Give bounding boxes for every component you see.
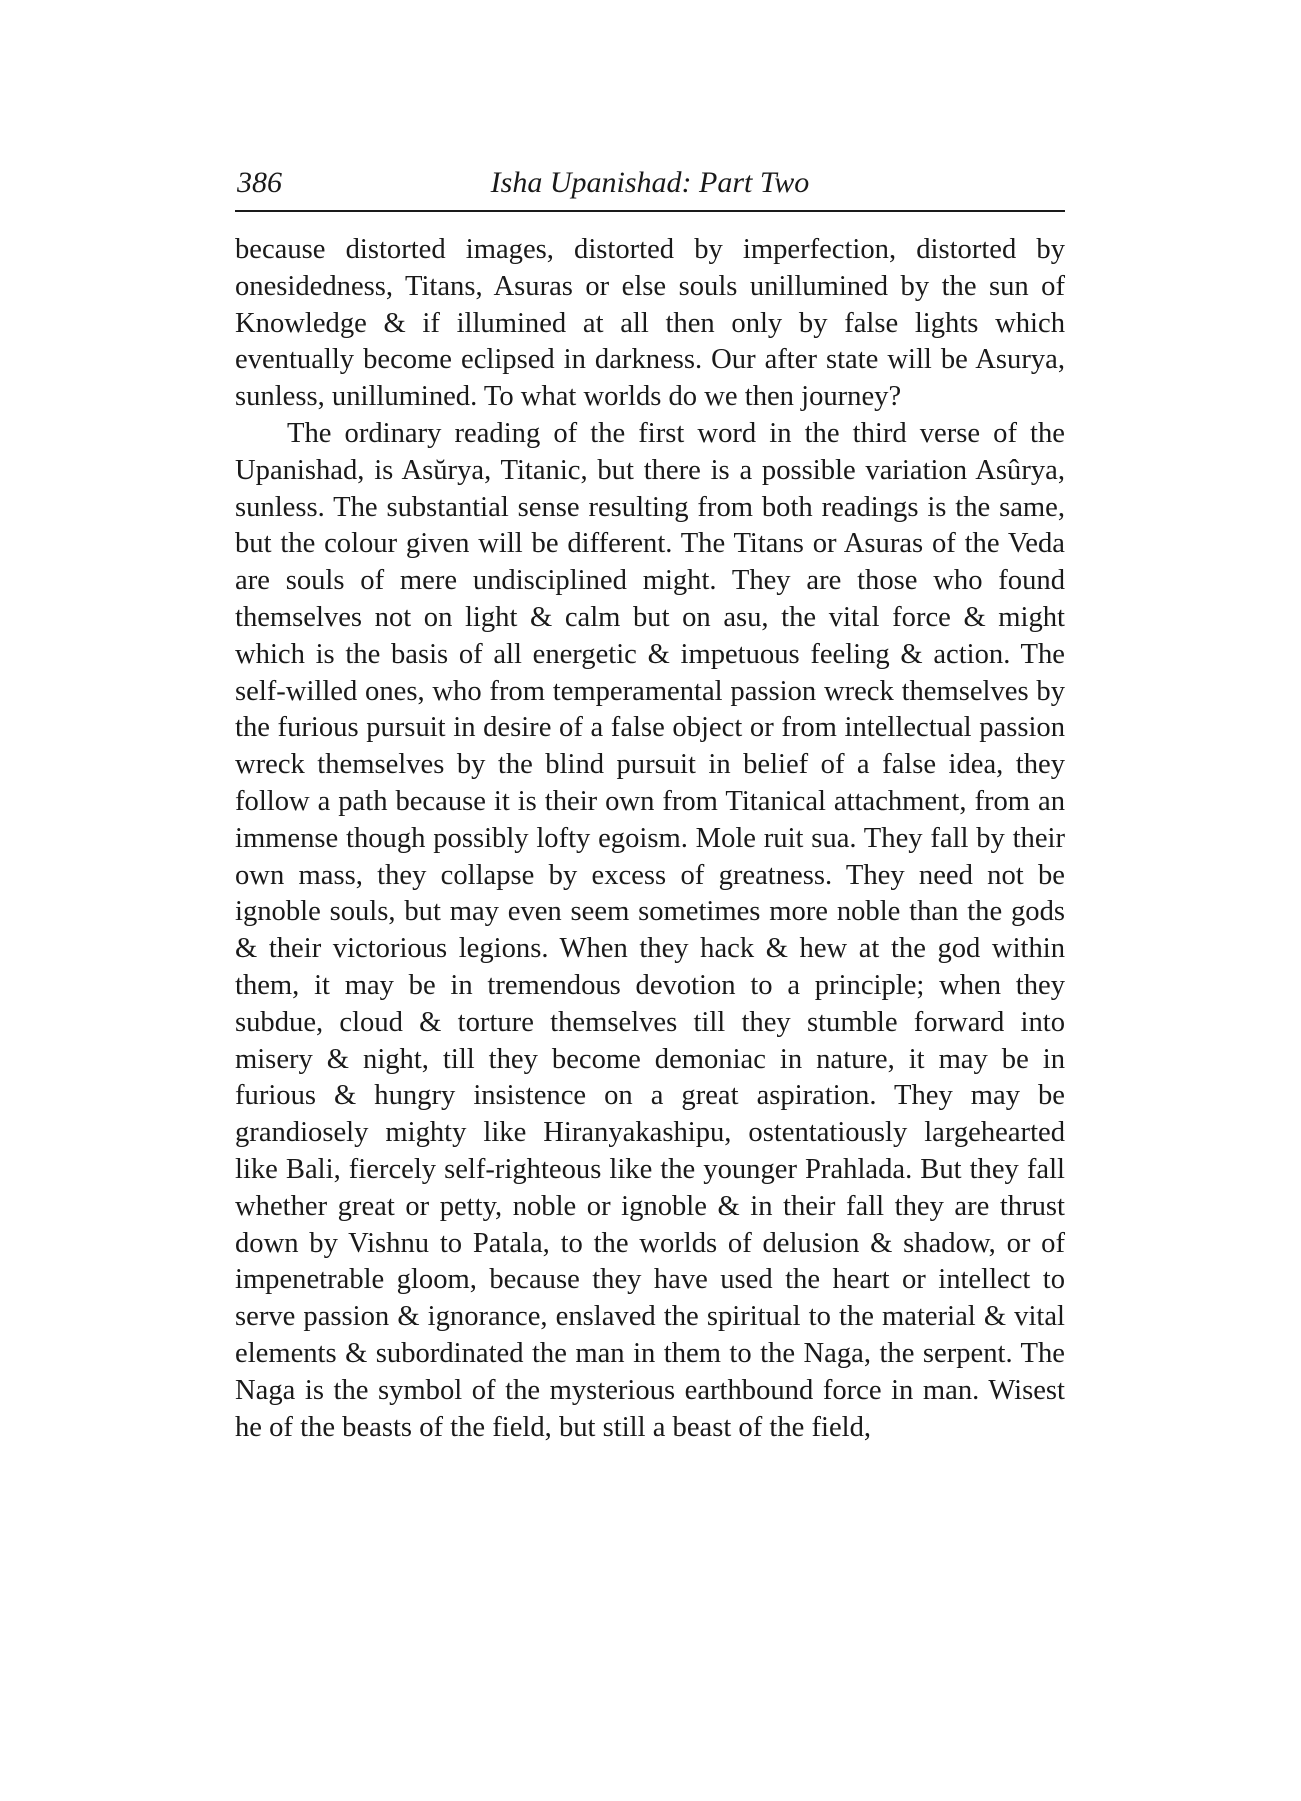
running-title: Isha Upanishad: Part Two <box>490 166 810 199</box>
running-head <box>235 162 1065 212</box>
paragraph: The ordinary reading of the first word in the third verse of the Upanishad, is Asŭrya, Titanic, but there is a possible variation Asûrya, sunless. The substantial sense resulting from both readings is the same, but the colour given will be different. The Titans or Asuras of the Veda are souls of mere undisciplined might. They are those who found themselves not on light & calm but on asu, the vital force & might which is the basis of all energetic & impetuous feeling & action. The self-willed ones, who from temperamental passion wreck themselves by the furious pursuit in desire of a false object or from intellectual passion wreck themselves by the blind pursuit in belief of a false idea, they follow a path because it is their own from Titanical attachment, from an immense though possibly lofty egoism. Mole ruit sua. They fall by their own mass, they collapse by excess of greatness. They need not be ignoble souls, but may even seem sometimes more noble than the gods & their victorious legions. When they hack & hew at the god within them, it may be in tremendous devotion to a principle; when they subdue, cloud & torture themselves till they stumble forward into misery & night, till they become demoniac in nature, it may be in furious & hungry insistence on a great aspiration. They may be grandiosely mighty like Hiranyakashipu, ostentatiously largehearted like Bali, fiercely self-righteous like the younger Prahlada. But they fall whether great or petty, noble or ignoble & in their fall they are thrust down by Vishnu to Patala, to the worlds of delusion & shadow, or of impenetrable gloom, because they have used the heart or intellect to serve passion & ignorance, enslaved the spiritual to the material & vital elements & subordinated the man in them to the Naga, the serpent. The Naga is the symbol of the mysterious earthbound force in man. Wisest he of the beasts of the field, but still a beast of the field, <box>235 417 1065 1443</box>
body-text <box>235 232 1065 1446</box>
page-number: 386 <box>237 166 282 199</box>
book-page <box>235 162 1065 1446</box>
paragraph-continued: because distorted images, distorted by imperfection, distorted by onesidedness, Titans, Asuras or else souls unillumined by the sun of Knowledge & if illumined at all then only by false lights which eventually become eclipsed in darkness. Our after state will be Asurya, sunless, unillumined. To what worlds do we then journey? <box>235 234 1065 413</box>
